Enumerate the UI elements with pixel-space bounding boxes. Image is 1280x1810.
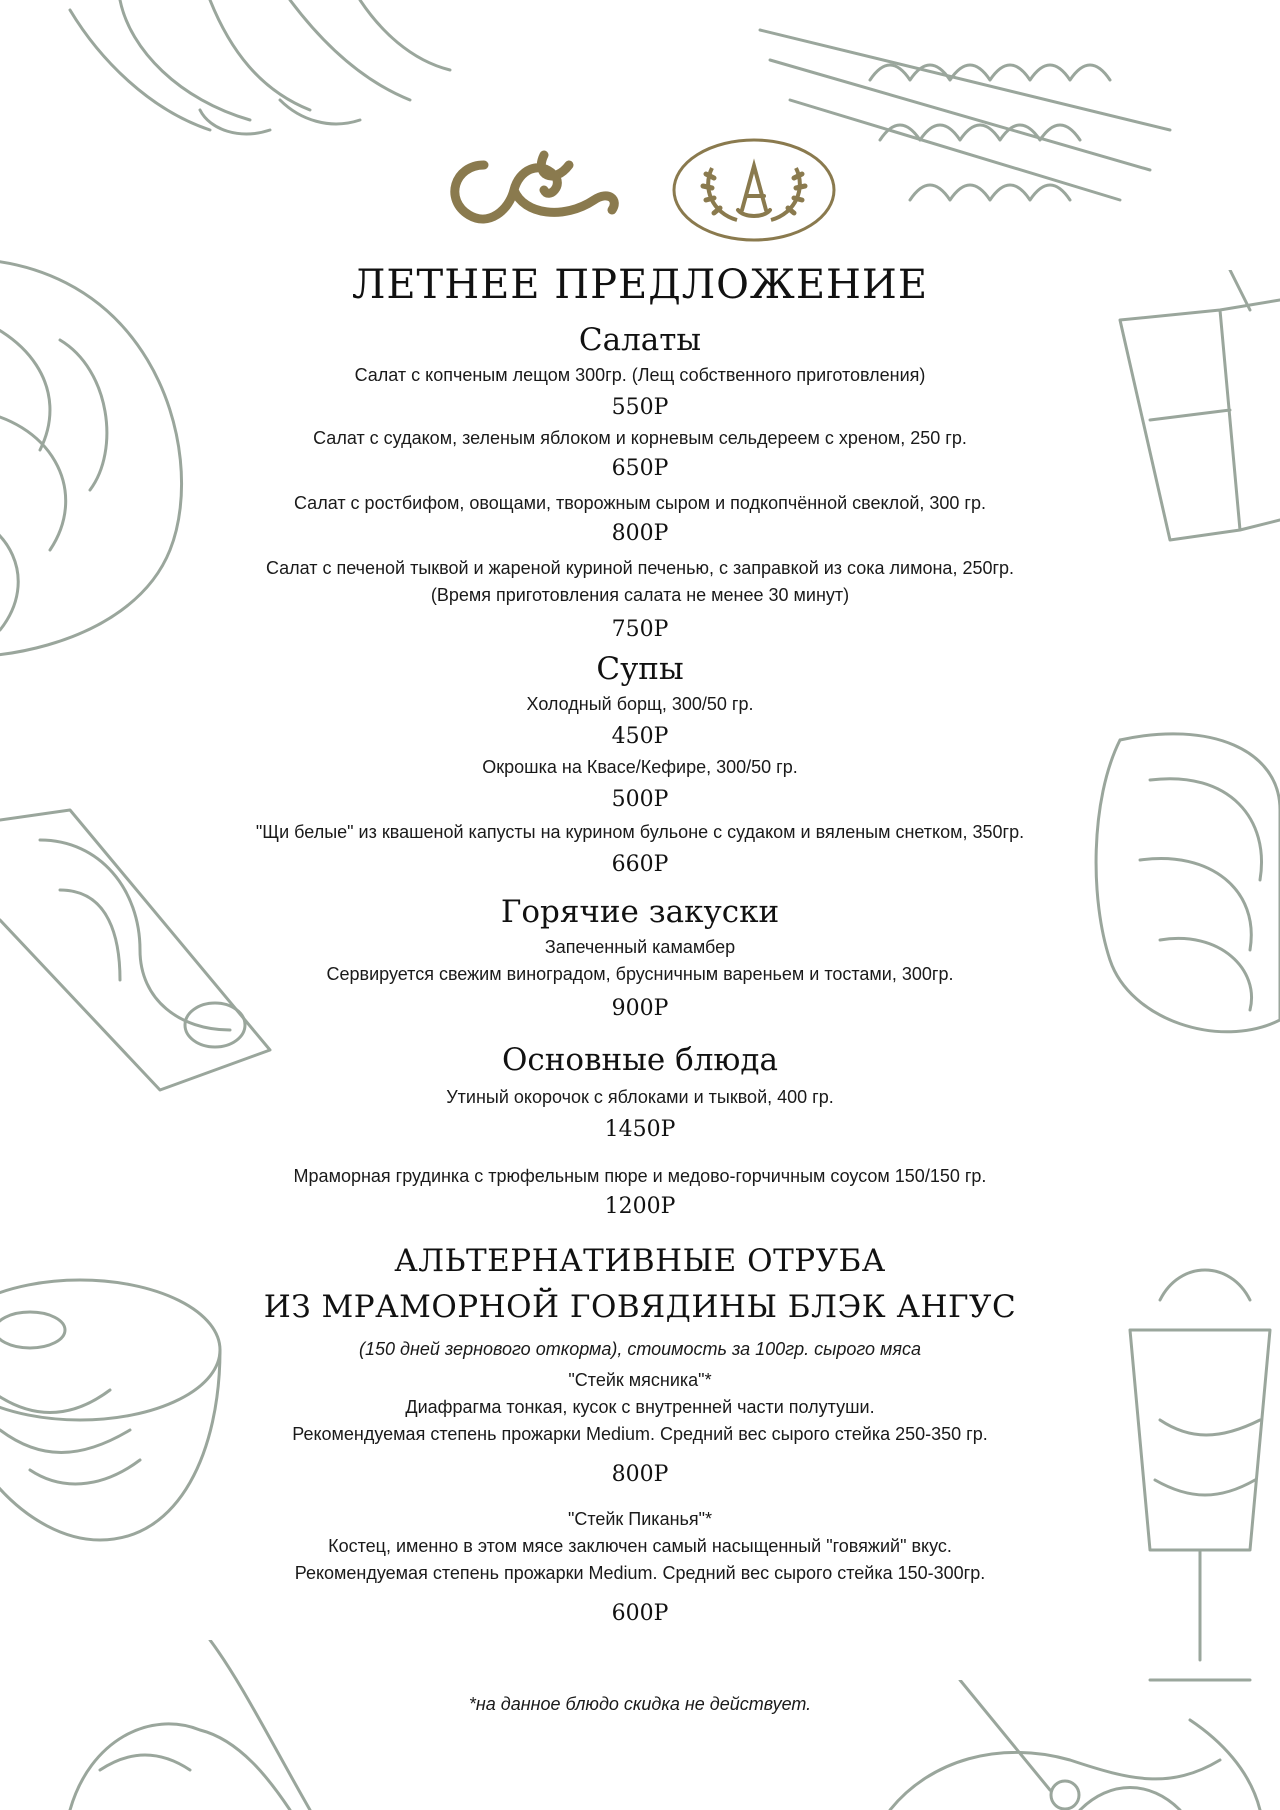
menu-item-note: (Время приготовления салата не менее 30 минут): [430, 585, 850, 605]
laurel-a-logo: [672, 138, 836, 247]
section-title-hot-snacks: Горячие закуски: [500, 894, 780, 930]
noodle-bowl-sketch-left: [0, 1260, 230, 1550]
section-title-mains: Основные блюда: [501, 1042, 778, 1078]
menu-item-price: 800Р: [611, 1462, 669, 1487]
menu-item-name: Салат с печеной тыквой и жареной куриной печенью, с заправкой из сока лимона, 250гр.: [265, 558, 1015, 578]
menu-item-price: 660Р: [611, 852, 669, 877]
menu-item-name: Окрошка на Квасе/Кефире, 300/50 гр.: [482, 757, 798, 777]
page-title: ЛЕТНЕЕ ПРЕДЛОЖЕНИЕ: [351, 262, 929, 308]
menu-item-name: Утиный окорочок с яблоками и тыквой, 400 гр.: [446, 1087, 834, 1107]
menu-item-description: Рекомендуемая степень прожарки Medium. Средний вес сырого стейка 150-300гр.: [294, 1563, 986, 1583]
menu-item-name: Запеченный камамбер: [544, 937, 736, 957]
logo-row: [0, 138, 1280, 247]
section-title-steaks-line1: АЛЬТЕРНАТИВНЫЕ ОТРУБА: [394, 1243, 886, 1279]
menu-item-description: Костец, именно в этом мясе заключен самый насыщенный "говяжий" вкус.: [328, 1536, 952, 1556]
menu-item-name: Салат с ростбифом, овощами, творожным сыром и подкопчённой свеклой, 300 гр.: [293, 493, 987, 513]
menu-item-price: 900Р: [611, 996, 669, 1021]
section-title-steaks-line2: ИЗ МРАМОРНОЙ ГОВЯДИНЫ БЛЭК АНГУС: [263, 1289, 1017, 1325]
menu-item-description: Рекомендуемая степень прожарки Medium. Средний вес сырого стейка 250-350 гр.: [292, 1424, 988, 1444]
footer-note: *на данное блюдо скидка не действует.: [468, 1694, 812, 1714]
menu-item-price: 550Р: [611, 395, 669, 420]
menu-item-price: 650Р: [611, 456, 669, 481]
menu-item-name: Салат с копченым лещом 300гр. (Лещ собственного приготовления): [354, 365, 926, 385]
menu-item-price: 800Р: [611, 521, 669, 546]
salad-bowl-sketch-left: [0, 250, 210, 670]
menu-item-name: "Стейк мясника"*: [568, 1370, 712, 1390]
menu-item-name: Салат с судаком, зеленым яблоком и корневым сельдереем с хреном, 250 гр.: [313, 428, 967, 448]
monogram-logo: [444, 145, 624, 240]
menu-item-price: 450Р: [611, 724, 669, 749]
bread-sketch-right: [1110, 270, 1280, 550]
menu-item-description: Диафрагма тонкая, кусок с внутренней части полутуши.: [405, 1397, 875, 1417]
menu-item-price: 500Р: [611, 787, 669, 812]
menu-content: [200, 258, 1080, 1718]
section-title-salads: Салаты: [578, 322, 702, 358]
menu-item-price: 750Р: [611, 617, 669, 642]
plate-sketch-right: [1090, 720, 1280, 1050]
menu-item-price: 1450Р: [604, 1117, 676, 1142]
menu-item-name: Холодный борщ, 300/50 гр.: [526, 694, 754, 714]
steaks-subtitle: (150 дней зернового откорма), стоимость за 100гр. сырого мяса: [358, 1339, 922, 1359]
menu-item-price: 600Р: [611, 1601, 669, 1626]
menu-item-name: "Стейк Пиканья"*: [567, 1509, 713, 1529]
food-sketch-top-left: [60, 0, 460, 150]
menu-item-name: "Щи белые" из квашеной капусты на курином бульоне с судаком и вяленым снетком, 350гр.: [255, 822, 1025, 842]
menu-item-price: 1200Р: [604, 1194, 676, 1219]
menu-item-name: Мраморная грудинка с трюфельным пюре и медово-горчичным соусом 150/150 гр.: [293, 1166, 987, 1186]
section-title-soups: Супы: [596, 651, 684, 687]
menu-item-description: Сервируется свежим виноградом, брусничным вареньем и тостами, 300гр.: [326, 964, 954, 984]
dessert-glass-sketch-right: [1120, 1240, 1280, 1700]
